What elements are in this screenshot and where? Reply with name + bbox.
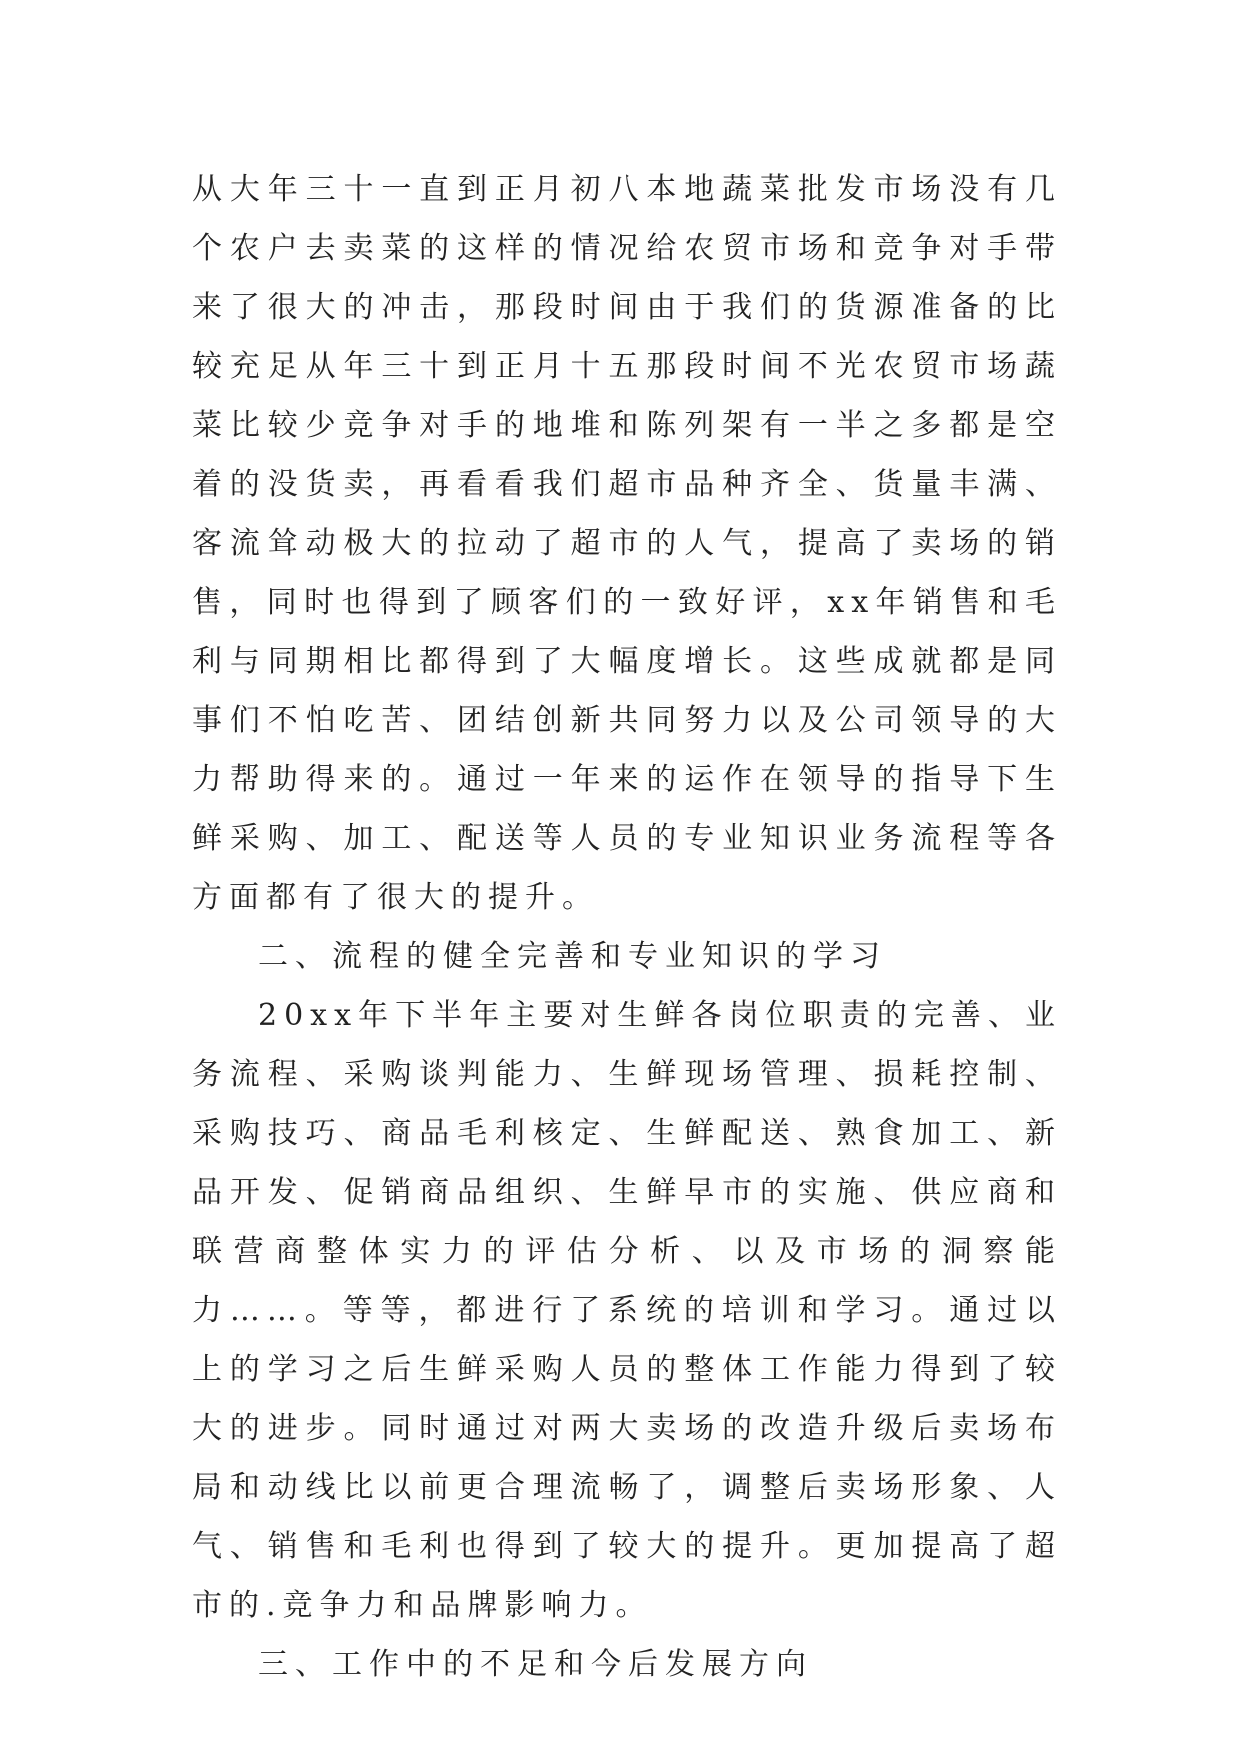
document-body: [192, 160, 1062, 1694]
paragraph-training: 20xx年下半年主要对生鲜各岗位职责的完善、业务流程、采购谈判能力、生鲜现场管理、损耗控制、采购技巧、商品毛利核定、生鲜配送、熟食加工、新品开发、促销商品组织、生鲜早市的实施、供应商和联营商整体实力的评估分析、以及市场的洞察能力……。等等，都进行了系统的培训和学习。通过以上的学习之后生鲜采购人员的整体工作能力得到了较大的进步。同时通过对两大卖场的改造升级后卖场布局和动线比以前更合理流畅了，调整后卖场形象、人气、销售和毛利也得到了较大的提升。更加提高了超市的.竞争力和品牌影响力。: [192, 998, 1062, 1623]
paragraph-market-impact: 从大年三十一直到正月初八本地蔬菜批发市场没有几个农户去卖菜的这样的情况给农贸市场和竞争对手带来了很大的冲击，那段时间由于我们的货源准备的比较充足从年三十到正月十五那段时间不光农贸市场蔬菜比较少竞争对手的地堆和陈列架有一半之多都是空着的没货卖，再看看我们超市品种齐全、货量丰满、客流耸动极大的拉动了超市的人气，提高了卖场的销售，同时也得到了顾客们的一致好评，xx年销售和毛利与同期相比都得到了大幅度增长。这些成就都是同事们不怕吃苦、团结创新共同努力以及公司领导的大力帮助得来的。通过一年来的运作在领导的指导下生鲜采购、加工、配送等人员的专业知识业务流程等各方面都有了很大的提升。: [192, 172, 1062, 915]
section-heading-process-learning: 二、流程的健全完善和专业知识的学习: [258, 939, 887, 974]
section-heading-shortcomings: 三、工作中的不足和今后发展方向: [258, 1647, 813, 1682]
